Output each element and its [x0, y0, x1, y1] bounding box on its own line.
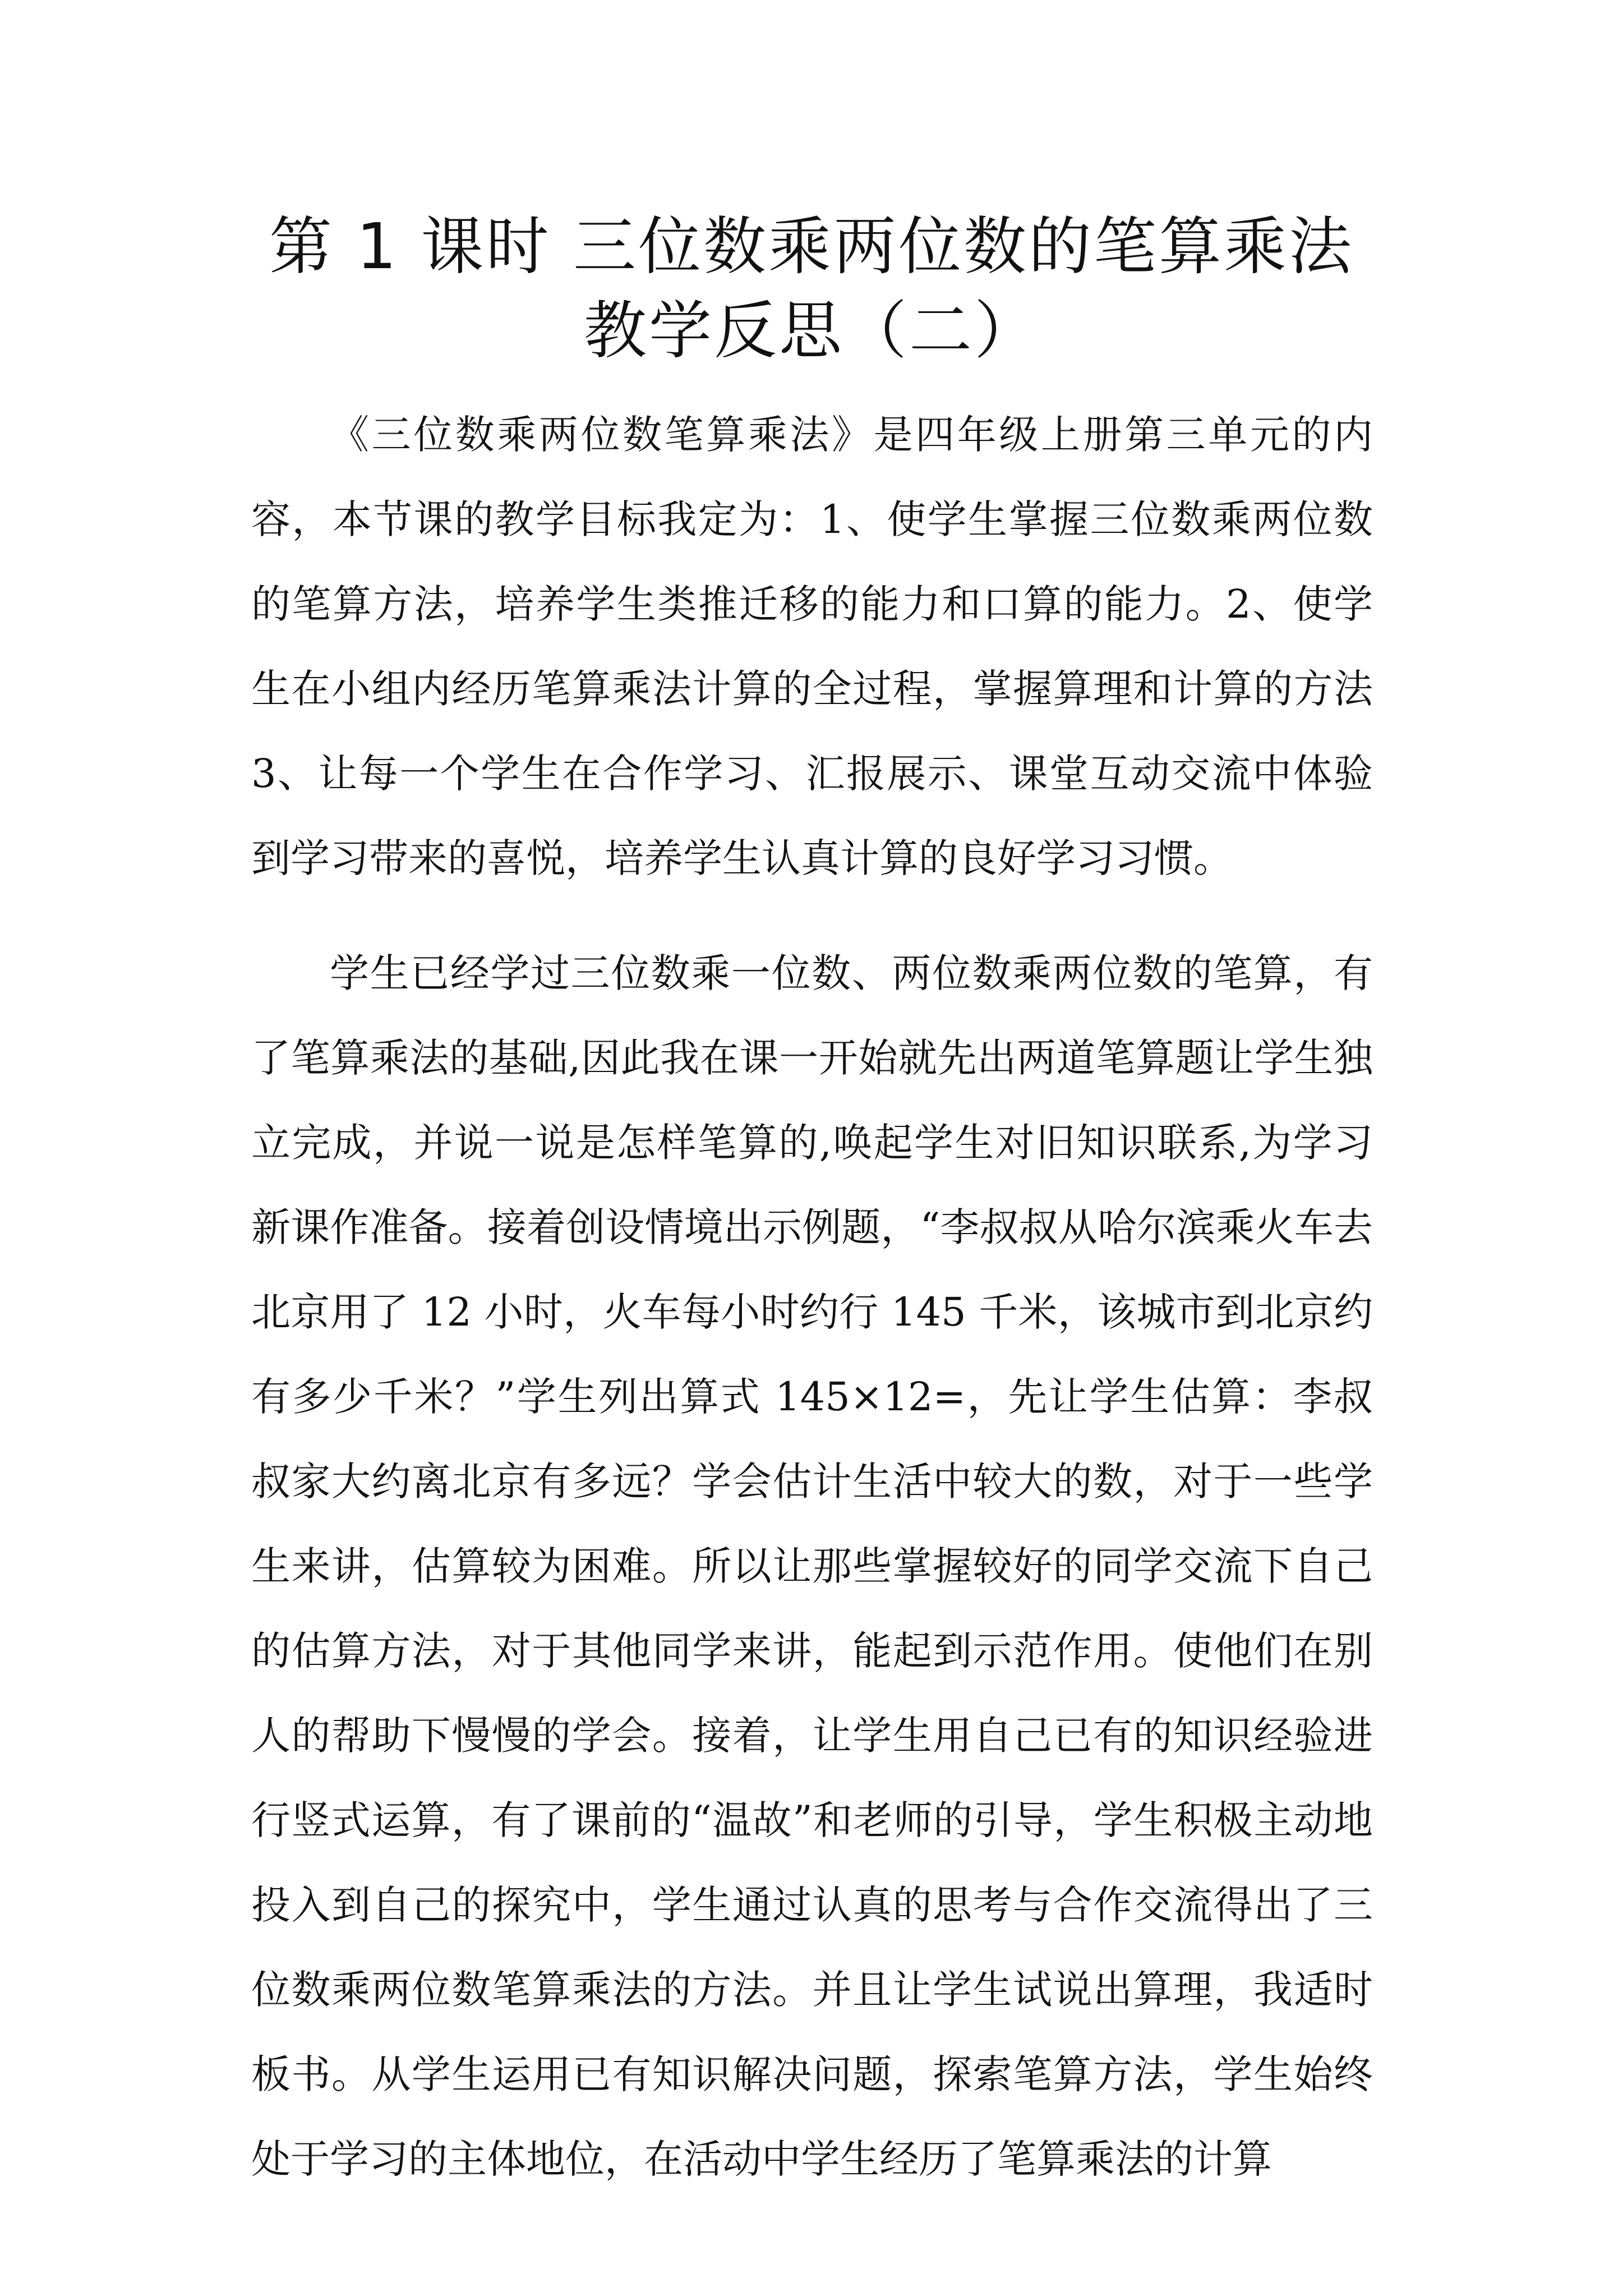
document-title-line-2: 教学反思（二）	[584, 295, 1039, 367]
document-title-line-1: 第 1 课时 三位数乘两位数的笔算乘法	[269, 210, 1354, 283]
body-paragraph-1: 《三位数乘两位数笔算乘法》是四年级上册第三单元的内容，本节课的教学目标我定为：1、使学生掌握三位数乘两位数的笔算方法，培养学生类推迁移的能力和口算的能力。2、使学生在小组内经历笔算乘法计算的全过程，掌握算理和计算的方法 3、让每一个学生在合作学习、汇报展示、课堂互动交流中体验到学习带来的喜悦，培养学生认真计算的良好学习习惯。	[251, 412, 1373, 881]
body-paragraph-2: 学生已经学过三位数乘一位数、两位数乘两位数的笔算，有了笔算乘法的基础,因此我在课一开始就先出两道笔算题让学生独立完成，并说一说是怎样笔算的,唤起学生对旧知识联系,为学习新课作准备。接着创设情境出示例题，“李叔叔从哈尔滨乘火车去北京用了 12 小时，火车每小时约行 145 千米，该城市到北京约有多少千米？”学生列出算式 145×12=，先让学生估算：李叔叔家大约离北京有多远？学会估计生活中较大的数，对于一些学生来讲，估算较为困难。所以让那些掌握较好的同学交流下自己的估算方法，对于其他同学来讲，能起到示范作用。使他们在别人的帮助下慢慢的学会。接着，让学生用自己已有的知识经验进行竖式运算，有了课前的“温故”和老师的引导，学生积极主动地投入到自己的探究中，学生通过认真的思考与合作交流得出了三位数乘两位数笔算乘法的方法。并且让学生试说出算理，我适时板书。从学生运用已有知识解决问题，探索笔算方法，学生始终处于学习的主体地位，在活动中学生经历了笔算乘法的计算	[251, 950, 1373, 2182]
